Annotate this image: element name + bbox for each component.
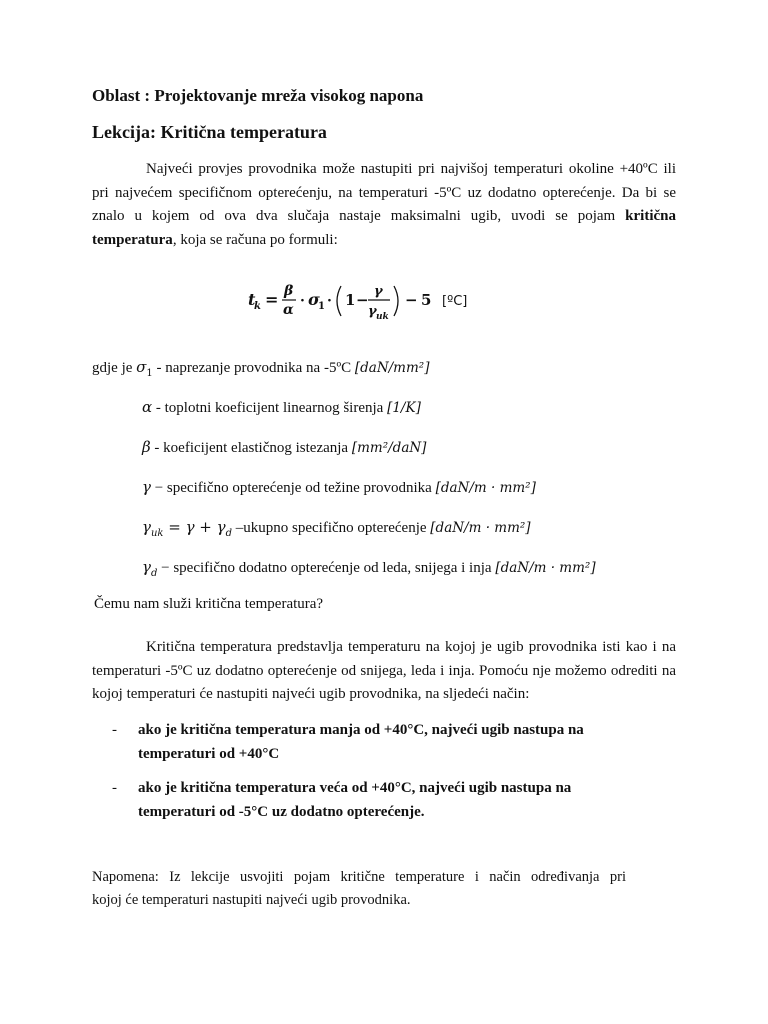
intro-part1: Najveći provjes provodnika može nastupiti pri najvišoj temperaturi okoline +40ºC ili pri najvećem specifičnom opterećenju, na temperaturi -5ºC uz dodatno opterećenje. Da bi se znalo u kojem od ova dva slučaja nastaje maksimalni ugib, uvodi se pojam — [92, 161, 676, 224]
bullet-item — [112, 718, 632, 766]
svg-text:γ: γ — [374, 284, 383, 299]
svg-text:1: 1 — [345, 291, 356, 309]
svg-text:−: − — [405, 291, 418, 309]
bullet-dash: - — [112, 722, 117, 738]
lesson-title: Lekcija: Kritična temperatura — [92, 122, 327, 142]
def-sigma-text: - naprezanje provodnika na -5ºC — [152, 360, 352, 376]
def-gamma-d-unit: [daN/m · mm²] — [495, 560, 596, 576]
def-gamma-text: − specifično opterećenje od težine provodnika — [150, 480, 432, 496]
svg-text:−: − — [356, 291, 369, 309]
note-paragraph — [92, 866, 626, 912]
def-sigma-unit: [daN/mm²] — [354, 360, 430, 376]
bullet-text: ako je kritična temperatura manja od +40°C, najveći ugib nastupa na temperaturi od +40°C — [138, 722, 584, 762]
def-alpha-unit: [1/K] — [387, 400, 421, 416]
explanation-paragraph — [92, 636, 676, 707]
svg-text:1: 1 — [318, 301, 325, 312]
def-alpha-text: - toplotni koeficijent linearnog širenja — [152, 400, 384, 416]
def-gamma-unit: [daN/m · mm²] — [435, 480, 536, 496]
intro-term: kritična temperatura — [92, 208, 676, 248]
def-gamma-uk-unit: [daN/m · mm²] — [430, 520, 531, 536]
bullet-item — [112, 776, 632, 824]
explanation-text: Kritična temperatura predstavlja temperaturu na kojoj je ugib provodnika isti kao i na temperaturi -5ºC uz dodatno opterećenje od snijega, leda i inja. Pomoću nje možemo odrediti na kojoj temperaturi će nastupiti najveći ugib provodnika, na sljedeći način: — [92, 639, 676, 702]
def-beta-text: - koeficijent elastičnog istezanja — [150, 440, 349, 456]
svg-text:α: α — [283, 302, 294, 318]
critical-temperature-formula — [248, 278, 488, 324]
def-gamma-d: $\gamma_d$ − specifično dodatno opterećenje od leda, snijega i inja [daN/m · mm²] — [142, 558, 596, 579]
svg-text:β: β — [284, 283, 294, 299]
svg-text:·: · — [300, 293, 305, 309]
def-gamma-uk: $\gamma_{uk} = \gamma + \gamma_d$ –ukupno specifično opterećenje [daN/m · mm²] — [142, 518, 531, 539]
svg-text:5: 5 — [421, 291, 432, 309]
def-gamma: γ − specifično opterećenje od težine provodnika [daN/m · mm²] — [142, 478, 536, 496]
svg-text:k: k — [254, 301, 261, 312]
note-line-1: Napomena: Iz lekcije usvojiti pojam kritične temperature i način određivanja pri — [92, 869, 626, 885]
svg-text:t: t — [248, 290, 256, 309]
intro-part2: , koja se računa po formuli: — [172, 231, 338, 248]
intro-paragraph — [92, 158, 676, 252]
svg-text:·: · — [327, 293, 332, 309]
def-sigma-lead: gdje je — [92, 360, 133, 376]
svg-text:uk: uk — [376, 312, 389, 322]
note-line-2: kojoj će temperaturi nastupiti najveći ugib provodnika. — [92, 892, 411, 908]
def-gamma-uk-text: –ukupno specifično opterećenje — [232, 520, 427, 536]
course-area-heading: Oblast : Projektovanje mreža visokog napona — [92, 86, 424, 105]
def-beta-unit: [mm²/daN] — [351, 440, 427, 456]
svg-text:=: = — [265, 290, 279, 309]
bullet-dash: - — [112, 780, 117, 796]
svg-text:γ: γ — [368, 304, 377, 319]
def-alpha: α - toplotni koeficijent linearnog širenja [1/K] — [142, 398, 421, 416]
def-gamma-d-text: − specifično dodatno opterećenje od leda, snijega i inja — [157, 560, 492, 576]
def-sigma: gdje je $\sigma_1$ - naprezanje provodnika na -5ºC [daN/mm²] — [92, 358, 430, 379]
bullet-text: ako je kritična temperatura veća od +40°C, najveći ugib nastupa na temperaturi od -5°C uz dodatno opterećenje. — [138, 780, 572, 820]
def-beta: β - koeficijent elastičnog istezanja [mm²/daN] — [142, 438, 427, 456]
formula-unit: [ºC] — [442, 294, 468, 309]
svg-text:σ: σ — [308, 290, 320, 309]
question-line: Čemu nam služi kritična temperatura? — [94, 596, 324, 612]
